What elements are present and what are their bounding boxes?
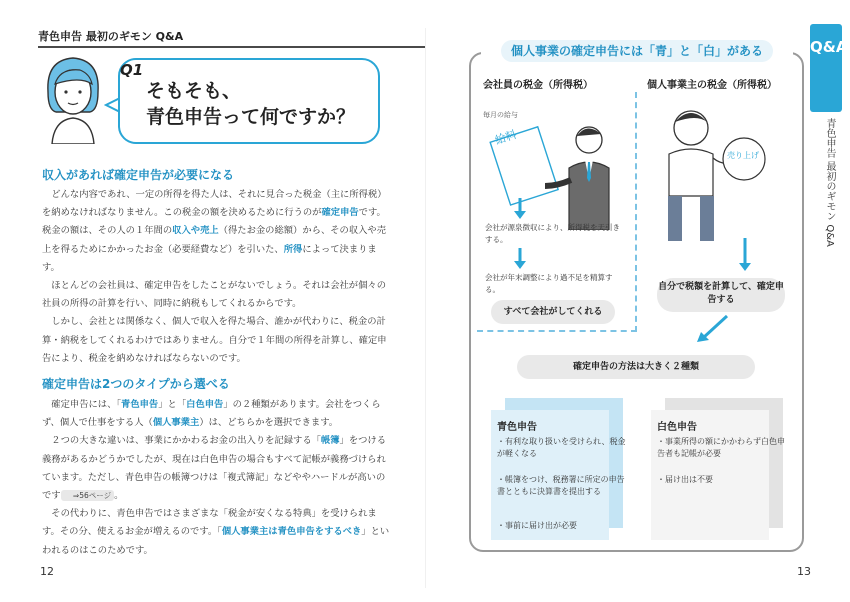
highlight-term: 帳簿: [320, 435, 340, 447]
methods-pill: 確定申告の方法は大きく２種類: [517, 355, 755, 379]
owner-heading: 個人事業主の税金（所得税）: [647, 80, 777, 91]
arrow-down-icon: [514, 248, 526, 270]
woman-avatar-icon: [40, 52, 106, 144]
owner-result-pill: 自分で税額を計算して、確定申告する: [657, 278, 785, 312]
body-text-2: [42, 396, 394, 560]
highlight-term: 収入や売上: [172, 225, 219, 237]
section-heading-2: 確定申告は2つのタイプから選べる: [42, 377, 230, 391]
body-text-1: [42, 186, 394, 368]
paragraph-5: [42, 432, 394, 505]
side-tab: Q&A: [810, 24, 842, 112]
panel-title-wrap: [481, 40, 793, 62]
step-1-text: 会社が源泉徴収により、所得税を天引きする。: [485, 223, 620, 244]
section-heading-1: 収入があれば確定申告が必要になる: [42, 168, 235, 182]
white-item-2: ・届け出は不要: [657, 475, 713, 484]
salary-label: 毎月の給与: [483, 111, 518, 119]
highlight-term: 個人事業主: [152, 417, 200, 429]
panel-title: 個人事業の確定申告には「青」と「白」がある: [501, 40, 773, 62]
white-return-title: 白色申告: [657, 422, 697, 433]
text-run: 確定申告には、「: [51, 399, 122, 410]
arrow-diagonal-icon: [693, 312, 733, 344]
text-run: ２つの大きな違いは、事業にかかわるお金の出入りを記録する「: [51, 435, 321, 447]
text-run: その代わりに、青色申告ではさまざまな「税金が安くなる特典」を受けられます。その分、使えるお金が増えるのです。「: [42, 508, 377, 538]
question-number: Q1: [120, 61, 144, 79]
salary-doc-text: 給料: [493, 127, 519, 148]
blue-return-title: 青色申告: [497, 422, 537, 433]
highlight-term: 白色申告: [186, 399, 224, 410]
sales-text: 売り上げ: [727, 151, 759, 160]
question-title: そもそも、 青色申告って何ですか？: [146, 80, 356, 128]
step-2-text: 会社が年末調整により過不足を精算する。: [485, 273, 613, 294]
right-page: [425, 0, 850, 602]
text-run: どんな内容であれ、一定の所得を得た人は、それに見合った税金（主に所得税）を納めなければなりません。この税金の額を決めるために行うのが: [42, 189, 387, 219]
text-run: 」をつける義務があるかどうかでしたが、現在は白色申告の場合もすべて記帳が義務づけられています。ただし、青色申告の帳簿つけは「複式簿記」などややハードルが高いのです: [42, 435, 387, 502]
paragraph-4: [42, 396, 394, 432]
page-reference[interactable]: ⇒56ページ: [61, 490, 114, 501]
text-run: です。税金の額は、その人の１年間の: [42, 207, 386, 237]
text-run: ）は、どちらかを選択できます。: [199, 417, 339, 429]
white-item-1: ・事業所得の額にかかわらず白色申告者も記帳が必要: [657, 437, 785, 458]
blue-item-1: ・有利な取り扱いを受けられ、税金が軽くなる: [497, 437, 626, 458]
side-chapter-text: 青色申告 最初のギモン Q&A: [824, 118, 835, 247]
text-run: 」の２種類があります。会社をつくらず、個人で仕事をする人（: [42, 399, 381, 429]
employee-result-pill: すべて会社がしてくれる: [491, 300, 615, 324]
text-run: 」といわれるのはこのためです。: [42, 526, 390, 556]
highlight-term: 所得: [283, 243, 303, 255]
paragraph-2: ほとんどの会社員は、確定申告をしたことがないでしょう。それは会社が個々の社員の所得の計算を行い、同時に納税もしてくれるからです。: [42, 280, 386, 310]
employee-heading: 会社員の税金（所得税）: [483, 80, 593, 91]
page-header: [38, 28, 425, 48]
paragraph-3: しかし、会社とは関係なく、個人で収入を得た場合、誰かが代わりに、税金の計算・納税をしてくれるわけではありません。自分で１年間の所得を計算し、確定申告により、税金を納めなければならないのです。: [42, 316, 387, 364]
text-run: によって決まります。: [42, 243, 377, 273]
highlight-term: 個人事業主は青色申告をするべき: [221, 526, 362, 538]
blue-item-2: ・帳簿をつけ、税務署に所定の申告書とともに決算書を提出する: [497, 475, 625, 496]
paragraph-6: [42, 505, 394, 560]
highlight-term: 確定申告: [321, 207, 359, 219]
blue-item-3: ・事前に届け出が必要: [497, 521, 577, 530]
page-number-right: 13: [797, 565, 811, 578]
header-title: 青色申告 最初のギモン Q&A: [38, 30, 184, 43]
highlight-term: 青色申告: [121, 399, 159, 410]
text-run: 」と「: [158, 399, 187, 410]
page-number-left: 12: [40, 565, 54, 578]
arrow-down-icon: [739, 238, 751, 272]
paragraph-1: [42, 186, 394, 277]
text-run: （得たお金の総額）から、その収入や売上を得るためにかかったお金（必要経費など）を引いた、: [42, 225, 387, 255]
arrow-down-icon: [514, 198, 526, 220]
text-run: 。: [114, 490, 124, 502]
